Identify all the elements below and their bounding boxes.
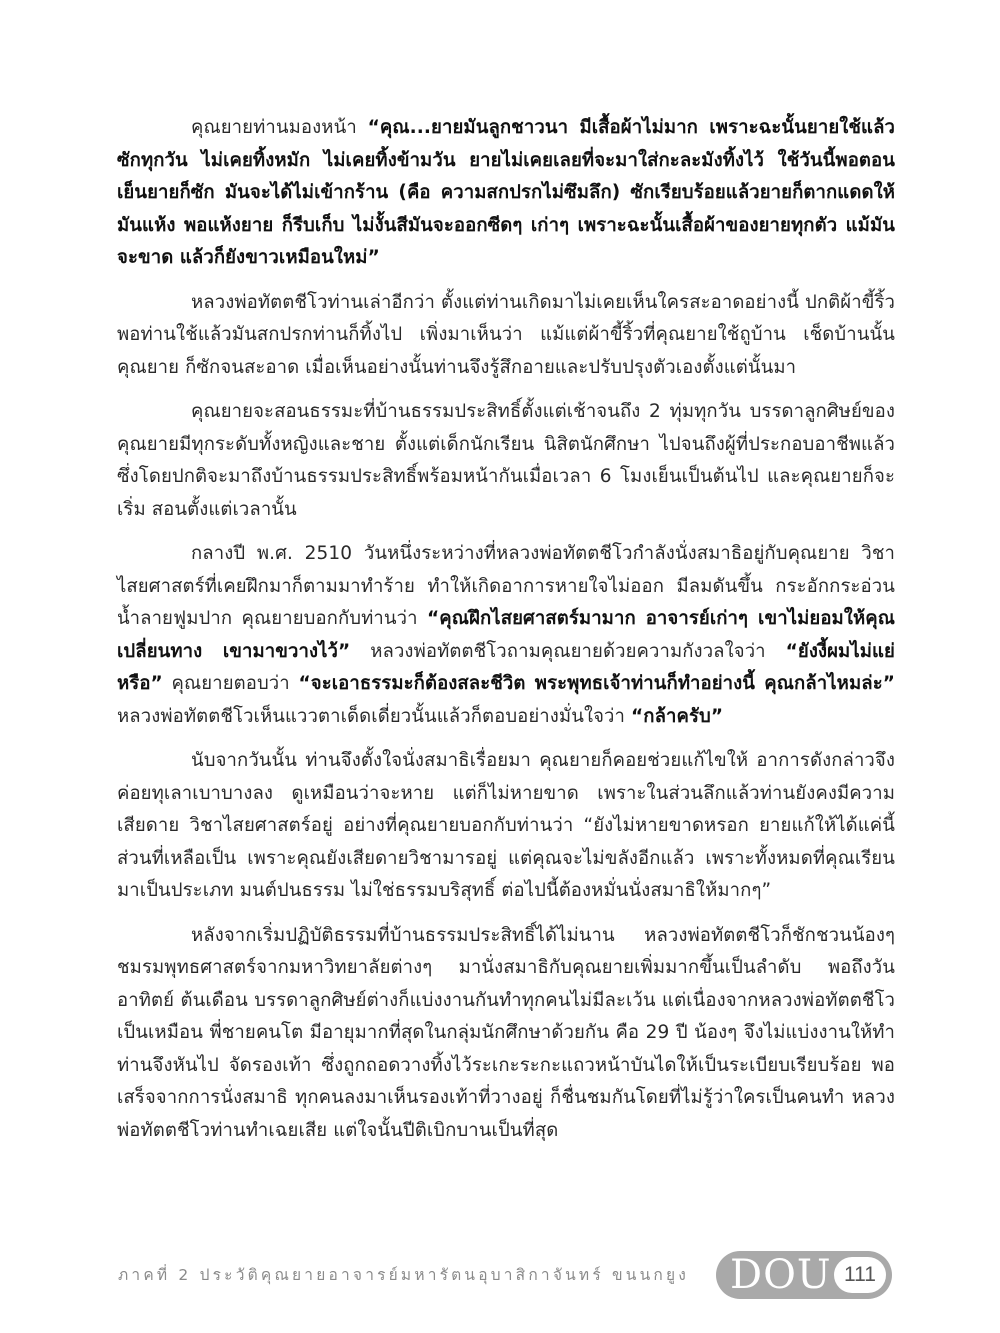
text-run: คุณยายตอบว่า — [162, 673, 299, 694]
running-title: ภาคที่ 2 ประวัติคุณยายอาจารย์มหารัตนอุบาสิกาจันทร์ ขนนกยูง — [118, 1266, 689, 1284]
text-run: หลวงพ่อทัตตชีโวท่านเล่าอีกว่า ตั้งแต่ท่านเกิดมาไม่เคยเห็นใครสะอาดอย่างนี้ ปกติผ้าขี้ริ้ว พอท่านใช้แล้วมันสกปรกท่านก็ทิ้งไป เพิ่งมาเห็นว่า แม้แต่ผ้าขี้ริ้วที่คุณยายใช้ถูบ้าน เช็ดบ้านนั้น คุณยาย ก็ซักจนสะอาด เมื่อเห็นอย่างนั้นท่านจึงรู้สึกอายและปรับปรุงตัวเองตั้งแต่นั้นมา — [117, 291, 895, 378]
text-run: กลางปี พ.ศ. 2510 วันหนึ่งระหว่างที่หลวงพ่อทัตตชีโวกำลังนั่งสมาธิอยู่กับคุณยาย วิชา ไสยศาสตร์ที่เคยฝึกมาก็ตามมาทำร้าย ทำให้เกิดอาการหายใจไม่ออก มีลมดันขึ้น กระอักกระอ่วน น้ำลายฟูมปาก คุณยายบอกกับท่านว่า — [117, 543, 895, 629]
bold-quote: “คุณฝึกไสยศาสตร์มามาก อาจารย์เก่าๆ เขาไม่ยอมให้คุณเปลี่ยนทาง เขามาขวางไว้” — [117, 608, 895, 662]
page-number: 111 — [834, 1257, 886, 1293]
page-footer — [0, 1246, 1000, 1306]
text-run: หลวงพ่อทัตตชีโวถามคุณยายด้วยความกังวลใจว่า — [350, 640, 786, 662]
page-badge — [716, 1251, 892, 1299]
bold-quote: “กล้าครับ” — [631, 705, 724, 727]
text-run: นับจากวันนั้น ท่านจึงตั้งใจนั่งสมาธิเรื่อยมา คุณยายก็คอยช่วยแก้ไขให้ อาการดังกล่าวจึง ค่อยทุเลาเบาบางลง ดูเหมือนว่าจะหาย แต่ก็ไม่หายขาด เพราะในส่วนลึกแล้วท่านยังคงมีความเสียดาย วิชาไสยศาสตร์อยู่ อย่างที่คุณยายบอกกับท่านว่า “ยังไม่หายขาดหรอก ยายแก้ให้ได้แค่นี้ ส่วนที่เหลือเป็น เพราะคุณยังเสียดายวิชามารอยู่ แต่คุณจะไม่ขลังอีกแล้ว เพราะทั้งหมดที่คุณเรียนมาเป็นประเภท มนต์ปนธรรม ไม่ใช่ธรรมบริสุทธิ์ ต่อไปนี้ต้องหมั่นนั่งสมาธิให้มากๆ” — [117, 750, 895, 901]
text-run: คุณยายจะสอนธรรมะที่บ้านธรรมประสิทธิ์ตั้งแต่เช้าจนถึง 2 ทุ่มทุกวัน บรรดาลูกศิษย์ของ คุณยายมีทุกระดับทั้งหญิงและชาย ตั้งแต่เด็กนักเรียน นิสิตนักศึกษา ไปจนถึงผู้ที่ประกอบอาชีพแล้ว ซึ่งโดยปกติจะมาถึงบ้านธรรมประสิทธิ์พร้อมหน้ากันเมื่อเวลา 6 โมงเย็นเป็นต้นไป และคุณยายก็จะเริ่ม สอนตั้งแต่เวลานั้น — [117, 401, 895, 520]
bold-quote: “ยังงี้ผมไม่แย่หรือ” — [117, 640, 895, 694]
paragraph — [117, 396, 895, 526]
paragraph — [117, 745, 895, 908]
paragraph — [117, 112, 895, 275]
bold-quote: “คุณ...ยายมันลูกชาวนา มีเสื้อผ้าไม่มาก เพราะฉะนั้นยายใช้แล้วซักทุกวัน ไม่เคยทิ้งหมัก ไม่เคยทิ้งข้ามวัน ยายไม่เคยเลยที่จะมาใส่กะละมังทิ้งไว้ ใช้วันนี้พอตอนเย็นยายก็ซัก มันจะได้ไม่เข้ากร้าน (คือ ความสกปรกไม่ซึมลึก) ซักเรียบร้อยแล้วยายก็ตากแดดให้มันแห้ง พอแห้งยาย ก็รีบเก็บ ไม่งั้นสีมันจะออกซีดๆ เก่าๆ เพราะฉะนั้นเสื้อผ้าของยายทุกตัว แม้มันจะขาด แล้วก็ยังขาวเหมือนใหม่” — [117, 117, 895, 268]
bold-quote: “จะเอาธรรมะก็ต้องสละชีวิต พระพุทธเจ้าท่านก็ทำอย่างนี้ คุณกล้าไหมล่ะ” — [298, 673, 896, 694]
document-body — [117, 112, 895, 1159]
dou-logo: DOU — [730, 1252, 832, 1298]
text-run: คุณยายท่านมองหน้า — [191, 117, 368, 138]
text-run: หลังจากเริ่มปฏิบัติธรรมที่บ้านธรรมประสิทธิ์ได้ไม่นาน หลวงพ่อทัตตชีโวก็ชักชวนน้องๆ ชมรมพุทธศาสตร์จากมหาวิทยาลัยต่างๆ มานั่งสมาธิกับคุณยายเพิ่มมากขึ้นเป็นลำดับ พอถึงวันอาทิตย์ ต้นเดือน บรรดาลูกศิษย์ต่างก็แบ่งงานกันทำทุกคนไม่มีละเว้น แต่เนื่องจากหลวงพ่อทัตตชีโวเป็นเหมือน พี่ชายคนโต มีอายุมากที่สุดในกลุ่มนักศึกษาด้วยกัน คือ 29 ปี น้องๆ จึงไม่แบ่งงานให้ทำ ท่านจึงหันไป จัดรองเท้า ซึ่งถูกถอดวางทิ้งไว้ระเกะระกะแถวหน้าบันไดให้เป็นระเบียบเรียบร้อย พอเสร็จจากการนั่งสมาธิ ทุกคนลงมาเห็นรองเท้าที่วางอยู่ ก็ชื่นชมกันโดยที่ไม่รู้ว่าใครเป็นคนทำ หลวงพ่อทัตตชีโวท่านทำเฉยเสีย แต่ใจนั้นปีติเบิกบานเป็นที่สุด — [117, 924, 895, 1141]
paragraph — [117, 920, 895, 1148]
paragraph — [117, 538, 895, 733]
text-run: หลวงพ่อทัตตชีโวเห็นแววตาเด็ดเดี่ยวนั้นแล้วก็ตอบอย่างมั่นใจว่า — [117, 705, 632, 727]
paragraph — [117, 287, 895, 385]
